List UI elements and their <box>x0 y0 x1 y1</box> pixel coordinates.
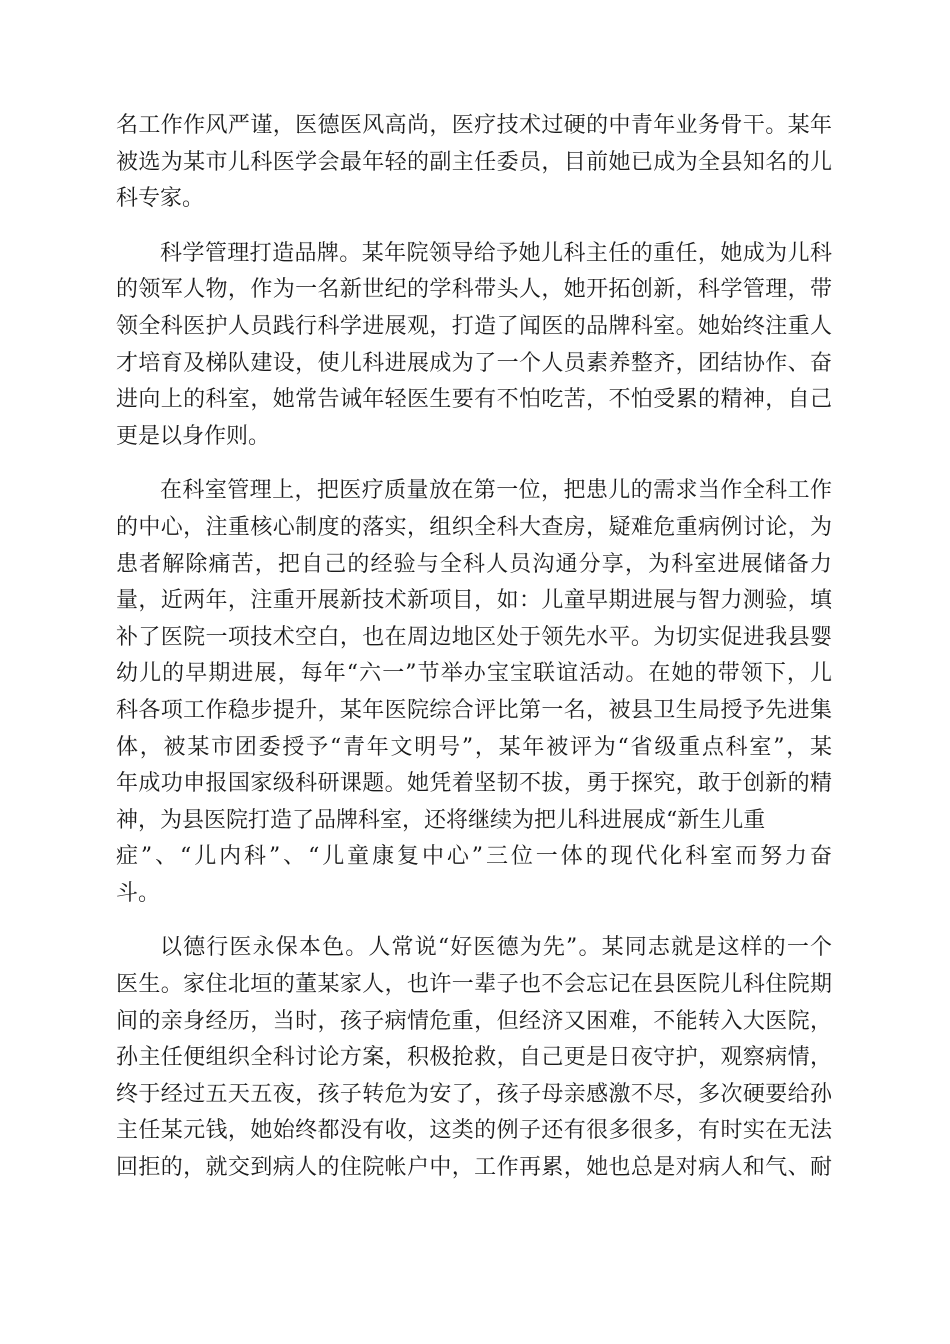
text-line: 进向上的科室，她常告诫年轻医生要有不怕吃苦，不怕受累的精神，自己 <box>116 387 832 413</box>
text-line: 量，近两年，注重开展新技术新项目，如：儿童早期进展与智力测验，填 <box>116 588 832 614</box>
text-line: 被选为某市儿科医学会最年轻的副主任委员，目前她已成为全县知名的儿 <box>116 149 832 175</box>
text-line: 终于经过五天五夜，孩子转危为安了，孩子母亲感激不尽，多次硬要给孙 <box>116 1081 832 1107</box>
text-line: 科各项工作稳步提升，某年医院综合评比第一名，被县卫生局授予先进集 <box>116 697 832 723</box>
paragraph-spacer <box>116 912 832 930</box>
text-line: 医生。家住北垣的董某家人，也许一辈子也不会忘记在县医院儿科住院期 <box>116 972 832 998</box>
text-line: 回拒的，就交到病人的住院帐户中，工作再累，她也总是对病人和气、耐 <box>116 1155 832 1181</box>
text-line: 幼儿的早期进展，每年“六一”节举办宝宝联谊活动。在她的带领下，儿 <box>116 661 832 687</box>
text-line: 更是以身作则。 <box>116 423 271 449</box>
text-line: 补了医院一项技术空白，也在周边地区处于领先水平。为切实促进我县婴 <box>116 624 832 650</box>
paragraph-2 <box>116 236 832 456</box>
text-line: 以德行医永保本色。人常说“好医德为先”。某同志就是这样的一个 <box>160 935 832 961</box>
text-line: 才培育及梯队建设，使儿科进展成为了一个人员素养整齐，团结协作、奋 <box>116 350 832 376</box>
text-line: 间的亲身经历，当时，孩子病情危重，但经济又困难，不能转入大医院， <box>116 1008 832 1034</box>
paragraph-spacer <box>116 218 832 236</box>
text-line: 症”、“儿内科”、“儿童康复中心”三位一体的现代化科室而努力奋 <box>116 844 832 870</box>
paragraph-1 <box>116 108 832 218</box>
text-line: 斗。 <box>116 880 161 906</box>
text-line: 名工作作风严谨，医德医风高尚，医疗技术过硬的中青年业务骨干。某年 <box>116 113 832 138</box>
text-line: 的领军人物，作为一名新世纪的学科带头人，她开拓创新，科学管理，带 <box>116 277 832 303</box>
text-line: 主任某元钱，她始终都没有收，这类的例子还有很多很多，有时实在无法 <box>116 1118 832 1144</box>
text-line: 科学管理打造品牌。某年院领导给予她儿科主任的重任，她成为儿科 <box>160 240 832 266</box>
text-line: 神，为县医院打造了品牌科室，还将继续为把儿科进展成“新生儿重 <box>116 807 766 833</box>
text-line: 患者解除痛苦，把自己的经验与全科人员沟通分享，为科室进展储备力 <box>116 551 832 577</box>
text-line: 在科室管理上，把医疗质量放在第一位，把患儿的需求当作全科工作 <box>160 478 832 504</box>
text-line: 体，被某市团委授予“青年文明号”，某年被评为“省级重点科室”，某 <box>116 734 832 760</box>
paragraph-4 <box>116 930 832 1186</box>
text-line: 孙主任便组织全科讨论方案，积极抢救，自己更是日夜守护，观察病情， <box>116 1045 832 1071</box>
document-body <box>116 108 832 1187</box>
text-line: 科专家。 <box>116 186 205 212</box>
text-line: 领全科医护人员践行科学进展观，打造了闻医的品牌科室。她始终注重人 <box>116 313 832 339</box>
text-line: 年成功申报国家级科研课题。她凭着坚韧不拔，勇于探究，敢于创新的精 <box>116 771 832 797</box>
text-line: 的中心，注重核心制度的落实，组织全科大查房，疑难危重病例讨论，为 <box>116 514 832 540</box>
paragraph-spacer <box>116 455 832 473</box>
paragraph-3 <box>116 473 832 912</box>
